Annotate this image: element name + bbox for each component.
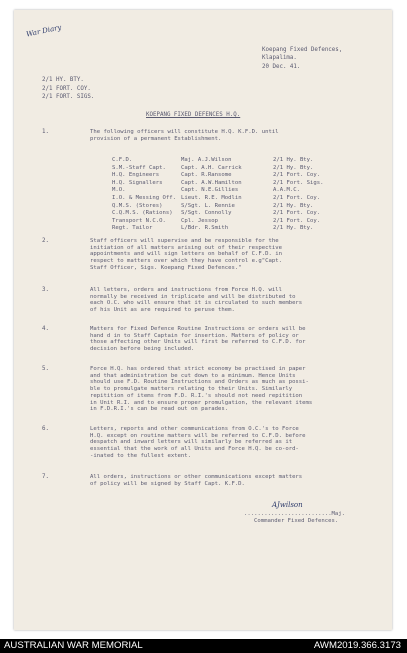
roster-name: L/Bdr. R.Smith (181, 225, 229, 232)
paragraph-line: essential that the work of all Units and Force H.Q. be co-ord- (90, 446, 299, 453)
paragraph-number: 5. (42, 366, 49, 372)
roster-name: Maj. A.J.Wilson (181, 157, 232, 163)
paragraph-line: appointments and will sign letters on behalf of C.F.D. in (90, 251, 282, 258)
roster-unit: 2/1 Fort. Coy. (273, 217, 321, 224)
roster-role: C.F.D. (112, 157, 133, 163)
roster-role: Q.M.S. (Stores) (112, 202, 163, 209)
roster-unit: 2/1 Hy. Bty. (273, 225, 314, 232)
header-line-1: Koepang Fixed Defences, (262, 47, 343, 53)
archive-name: AUSTRALIAN WAR MEMORIAL (4, 640, 143, 651)
roster-unit: 2/1 Fort. Coy. (273, 194, 321, 201)
paragraph-line: in Unit R.I. and to ensure proper promulgation, the relevant items (90, 399, 313, 406)
paragraph-line: Letters, reports and other communications from O.C.'s to Force (90, 426, 299, 432)
paragraph-line: in F.D.R.I.'s can be read out on parades. (90, 406, 229, 413)
letter-header (262, 46, 372, 71)
paragraph-line: respect to matters over which they have control e.g"Capt. (90, 258, 282, 265)
paragraph-number: 1. (42, 129, 49, 135)
paragraph-number: 6. (42, 426, 49, 432)
roster-unit: 2/1 Fort. Coy. (273, 172, 321, 179)
paragraph-line: of policy will be signed by Staff Capt. K.F.D. (90, 480, 245, 487)
roster-role: S.M.-Staff Capt. (112, 164, 166, 171)
roster-role: C.Q.M.S. (Rations) (112, 210, 173, 217)
roster-row (112, 203, 324, 211)
document-title: KOEPANG FIXED DEFENCES H.Q. (146, 112, 241, 118)
paragraph-line: should use F.D. Routine Instructions and Orders as much as possi- (90, 379, 309, 386)
distribution-item: 2/1 HY. BTY. (42, 77, 84, 83)
paragraph-line: of his Unit as are required to peruse them. (90, 307, 235, 314)
roster-name: Lieut. R.E. Modlin (181, 194, 242, 201)
roster-role: I.O. & Messing Off. (112, 194, 176, 201)
paragraph-line: provision of a permanent Establishment. (90, 135, 222, 142)
signature-line: ..........................Maj. (244, 511, 346, 517)
paragraph-number: 4. (42, 326, 49, 332)
roster-name: Capt. A.H. Carrick (181, 164, 242, 171)
distribution-item: 2/1 FORT. SIGS. (42, 94, 95, 100)
roster-row (112, 218, 324, 226)
paragraph-number: 3. (42, 287, 49, 293)
roster-row (112, 225, 324, 233)
paragraph-line: The following officers will constitute H.Q. K.F.D. until (90, 129, 279, 135)
header-line-3: 20 Dec. 41. (262, 63, 301, 70)
paragraph-line: Staff Officer, Sigs. Koepang Fixed Defences." (90, 264, 242, 271)
roster-role: H.Q. Signallers (112, 179, 163, 186)
paragraph-line: initiation of all matters arising out of their respective (90, 244, 282, 251)
archive-reference: AWM2019.366.3173 (313, 640, 401, 651)
paragraph-line: hand d in to Staff Captain for insertion. Matters of policy or (90, 332, 299, 339)
roster-row (112, 195, 324, 203)
paragraph-number: 7. (42, 474, 49, 480)
roster-unit: 2/1 Hy. Bty. (273, 157, 314, 163)
paragraph-line: All letters, orders and instructions from Force H.Q. will (90, 287, 282, 293)
paragraph-line: Staff officers will supervise and be responsible for the (90, 238, 279, 244)
paragraph-line: decision before being included. (90, 346, 195, 353)
roster-name: Cpl. Jessop (181, 217, 219, 224)
roster-row (112, 187, 324, 195)
distribution-item: 2/1 FORT. COY. (42, 85, 91, 92)
paragraph-line: repitition of items from F.D. R.I.'s should not need repitition (90, 392, 303, 399)
roster-unit: 2/1 Hy. Bty. (273, 202, 314, 209)
roster-role: H.Q. Engineers (112, 172, 160, 179)
paragraph-line: Force H.Q. has ordered that strict economy be practised in paper (90, 366, 306, 372)
paragraph-line: -inated to the fullest extent. (90, 452, 192, 459)
roster-name: Capt. A.W.Hamilton (181, 179, 242, 186)
roster-name: S/Sgt. L. Rennie (181, 202, 235, 209)
roster-row (112, 165, 324, 173)
paragraph-line: Matters for Fixed Defence Routine Instructions or orders will be (90, 326, 306, 332)
paragraph-line: those affecting other Units will first be referred to C.F.D. for (90, 339, 306, 346)
paragraph-line: H.Q. except on routine matters will be referred to C.F.D. before (90, 432, 306, 439)
paragraph-line: normally be received in triplicate and will be distributed to (90, 293, 296, 300)
roster-row (112, 172, 324, 180)
roster-role: Regt. Tailor (112, 225, 153, 232)
signatory-title: Commander Fixed Defences. (254, 518, 339, 524)
roster-row (112, 210, 324, 218)
paragraph-line: each O.C. who will ensure that it is circulated to such members (90, 300, 303, 307)
roster-unit: 2/1 Fort. Coy. (273, 210, 321, 217)
roster-unit: 2/1 Hy. Bty. (273, 164, 314, 171)
paragraph-line: All orders, instructions or other communications except matters (90, 474, 303, 480)
roster-name: Capt. R.Ransome (181, 172, 232, 179)
roster-role: Transport N.C.O. (112, 217, 166, 224)
roster-name: S/Sgt. Connolly (181, 210, 232, 217)
roster-unit: 2/1 Fort. Sigs. (273, 179, 324, 186)
roster-unit: A.A.M.C. (273, 187, 300, 194)
officer-roster (112, 157, 324, 233)
signature-handwritten: AJwilson (272, 501, 303, 509)
handwritten-note: War Diary (25, 23, 63, 39)
paragraph-line: despatch and inward letters will similarly be referred as it (90, 439, 293, 446)
document-page (14, 10, 392, 630)
distribution-list (42, 76, 94, 102)
paragraph-line: and that administration be cut down to a minimum. Hence Units (90, 372, 296, 379)
header-line-2: Klapalima. (262, 55, 297, 62)
roster-row (112, 157, 324, 165)
roster-role: M.O. (112, 187, 126, 194)
roster-row (112, 180, 324, 188)
roster-name: Capt. N.E.Gillies (181, 187, 239, 194)
archive-footer-bar (0, 639, 407, 653)
paragraph-line: ble to promulgate matters relating to their Units. Similarly (90, 386, 293, 393)
paragraph-number: 2. (42, 238, 49, 244)
signature-block (244, 501, 374, 525)
